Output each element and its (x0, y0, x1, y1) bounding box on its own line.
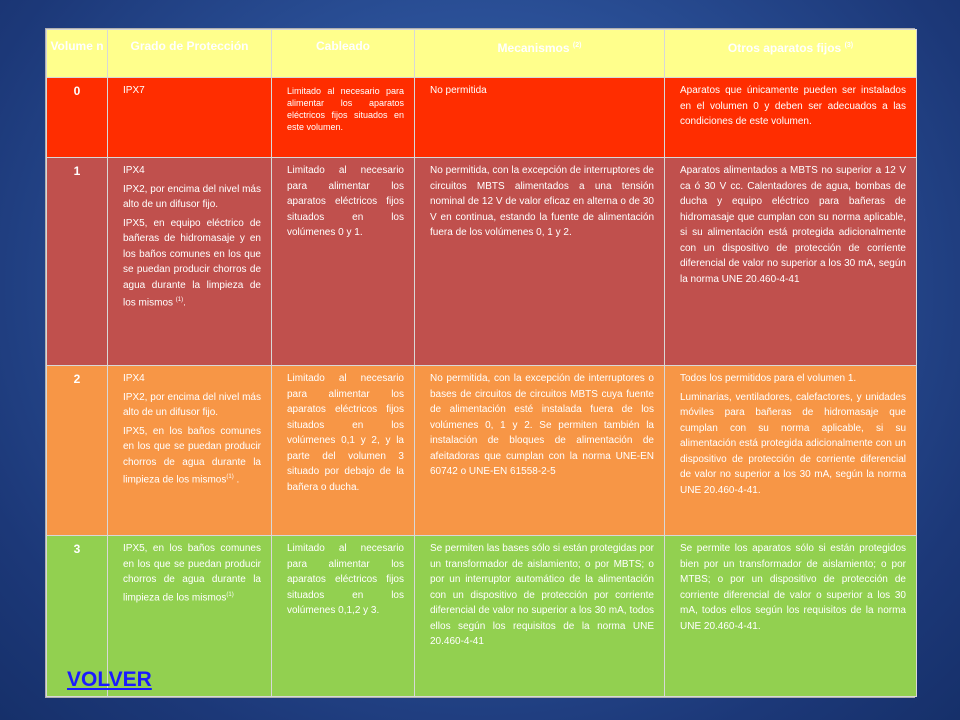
volume-number: 0 (47, 78, 108, 158)
mecanismos-cell: No permitida, con la excepción de interruptores o bases de circuitos de circuitos MBTS cuya fuente de alimentación esté instalada fuera de los volúmenes 0, 1 y 2. Se permiten también la instalación de bloques de alimentación de afeitadoras que cumplan con la norma UNE-EN 60742 o UNE-EN 61558-2-5 (415, 366, 665, 536)
otros-cell: Aparatos alimentados a MBTS no superior a 12 V ca ó 30 V cc. Calentadores de agua, bombas de ducha y equipo eléctrico para bañeras de hidromasaje que cumplan con su norma aplicable, si su alimentación está protegida adicionalmente con un dispositivo de protección de corriente diferencial de valor no superior a los 30 mA, según la norma UNE 20.460-4-41 (665, 158, 917, 366)
volumes-table (46, 29, 917, 697)
otros-cell: Se permite los aparatos sólo si están protegidos bien por un transformador de aislamiento; o por MTBS; o por un dispositivo de protección de corriente diferencial de valor o superior a los 30 mA, todos ellos según los requisitos de la norma UNE 20.460-4-41. (665, 536, 917, 697)
table-row (47, 536, 917, 697)
mecanismos-cell: Se permiten las bases sólo si están protegidas por un transformador de aislamiento; o por MBTS; o por un interruptor automático de la alimentación con un dispositivo de protección por corriente diferencial de valor no superior a los 30 mA, todos ellos según los requisitos de la norma UNE 20.460-4-41 (415, 536, 665, 697)
otros-cell: Todos los permitidos para el volumen 1. Luminarias, ventiladores, calefactores, y unidades móviles para bañeras de hidromasaje que cumplan con su norma aplicable, si su alimentación está protegida adicionalmente con un dispositivo de protección de corriente diferencial de valor no superior a los 30 mA, según la norma UNE 20.460-4-41. (665, 366, 917, 536)
mecanismos-cell: No permitida, con la excepción de interruptores de circuitos MBTS alimentados a una tensión nominal de 12 V de valor eficaz en alterna o de 30 V en continua, estando la fuente de alimentación fuera de los volúmenes 0, 1 y 2. (415, 158, 665, 366)
table-row (47, 366, 917, 536)
cableado-cell: Limitado al necesario para alimentar los aparatos eléctricos fijos situados en los volúmenes 0,1 y 2, y la parte del volumen 3 situado por debajo de la bañera o ducha. (272, 366, 415, 536)
grado-cell: IPX5, en los baños comunes en los que se puedan producir chorros de agua durante la limpieza de los mismos$^{(1)}$ (108, 536, 272, 697)
cableado-cell: Limitado al necesario para alimentar los aparatos eléctricos fijos situados en los volúmenes 0,1,2 y 3. (272, 536, 415, 697)
volumes-table-container (45, 28, 915, 698)
mecanismos-cell: No permitida (415, 78, 665, 158)
cableado-cell: Limitado al necesario para alimentar los aparatos eléctricos fijos situados en este volumen. (272, 78, 415, 158)
volume-number: 2 (47, 366, 108, 536)
grado-cell: IPX4 IPX2, por encima del nivel más alto de un difusor fijo. IPX5, en equipo eléctrico de bañeras de hidromasaje y en los baños comunes en los que se puedan producir chorros de agua durante la limpieza de los mismos $^{(1)}$. (108, 158, 272, 366)
grado-cell: IPX4 IPX2, por encima del nivel más alto de un difusor fijo. IPX5, en los baños comunes en los que se puedan producir chorros de agua durante la limpieza de los mismos$^{(1)}$ . (108, 366, 272, 536)
volume-number: 3 (47, 536, 108, 697)
cableado-cell: Limitado al necesario para alimentar los aparatos eléctricos fijos situados en los volúmenes 0 y 1. (272, 158, 415, 366)
volver-link[interactable]: VOLVER (67, 668, 152, 691)
header-mecanismos: Mecanismos $^{(2)}$ (415, 30, 665, 78)
table-row (47, 78, 917, 158)
otros-cell: Aparatos que únicamente pueden ser instalados en el volumen 0 y deben ser adecuados a las condiciones de este volumen. (665, 78, 917, 158)
header-row (47, 30, 917, 78)
header-cableado: Cableado (272, 30, 415, 78)
volume-number: 1 (47, 158, 108, 366)
table-row (47, 158, 917, 366)
grado-cell: IPX7 (108, 78, 272, 158)
header-grado: Grado de Protección (108, 30, 272, 78)
header-otros: Otros aparatos fijos $^{(3)}$ (665, 30, 917, 78)
header-volumen: Volume n (47, 30, 108, 78)
